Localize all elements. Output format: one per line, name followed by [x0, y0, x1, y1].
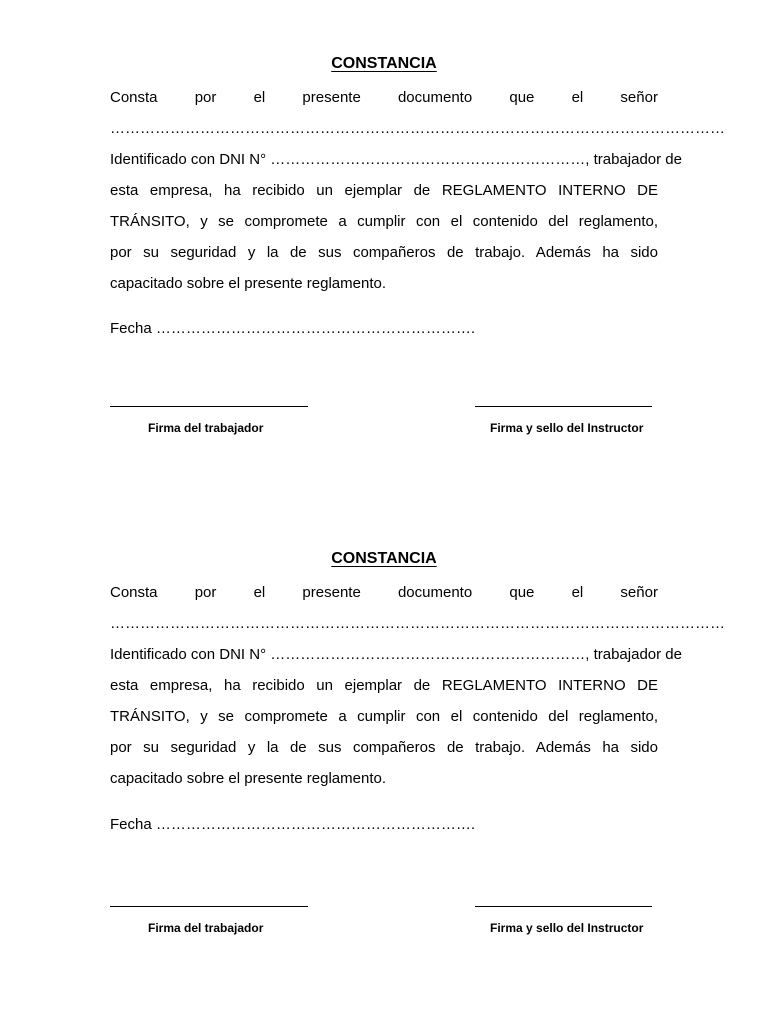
word: señor	[620, 584, 658, 601]
body-line-1	[110, 577, 658, 608]
body-line-1	[110, 82, 658, 113]
name-blank-dots: ……………………………………………………………………………………………………………	[110, 120, 725, 137]
word: señor	[620, 89, 658, 106]
constancia-title: CONSTANCIA	[331, 550, 437, 567]
body-line-7: capacitado sobre el presente reglamento.	[110, 275, 387, 292]
word: presente	[302, 584, 361, 601]
word: el	[571, 584, 584, 601]
word: documento	[397, 584, 473, 601]
constancia-1-fecha	[110, 320, 658, 337]
body-line-7: capacitado sobre el presente reglamento.	[110, 770, 387, 787]
word: por	[194, 584, 217, 601]
body-line-6: por su seguridad y la de sus compañeros de trabajo. Además ha sido	[110, 739, 658, 756]
word: Consta	[110, 89, 158, 106]
body-line-4: esta empresa, ha recibido un ejemplar de REGLAMENTO INTERNO DE	[110, 677, 658, 694]
word: por	[194, 89, 217, 106]
constancia-2	[110, 547, 658, 571]
instructor-signature-line	[475, 905, 652, 907]
word: presente	[302, 89, 361, 106]
fecha-field: Fecha ……………………………………………………….	[110, 816, 476, 833]
instructor-signature-label: Firma y sello del Instructor	[490, 921, 644, 935]
body-line-4: esta empresa, ha recibido un ejemplar de REGLAMENTO INTERNO DE	[110, 182, 658, 199]
constancia-2-fecha	[110, 816, 658, 833]
constancia-2-body	[110, 577, 725, 794]
constancia-1-body	[110, 82, 725, 299]
name-blank-dots: ……………………………………………………………………………………………………………	[110, 615, 725, 632]
word: el	[253, 89, 266, 106]
worker-signature-line	[110, 405, 308, 407]
word: documento	[397, 89, 473, 106]
constancia-1-signatures	[110, 405, 658, 445]
body-line-5: TRÁNSITO, y se compromete a cumplir con el contenido del reglamento,	[110, 213, 658, 230]
body-line-5: TRÁNSITO, y se compromete a cumplir con el contenido del reglamento,	[110, 708, 658, 725]
body-line-3: Identificado con DNI N° ………………………………………………………, trabajador de	[110, 646, 682, 663]
word: que	[509, 89, 535, 106]
body-line-6: por su seguridad y la de sus compañeros de trabajo. Además ha sido	[110, 244, 658, 261]
worker-signature-label: Firma del trabajador	[148, 921, 264, 935]
instructor-signature-label: Firma y sello del Instructor	[490, 421, 644, 435]
instructor-signature-line	[475, 405, 652, 407]
constancia-title: CONSTANCIA	[331, 55, 437, 72]
word: Consta	[110, 584, 158, 601]
body-line-3: Identificado con DNI N° ………………………………………………………, trabajador de	[110, 151, 682, 168]
fecha-field: Fecha ……………………………………………………….	[110, 320, 476, 337]
word: que	[509, 584, 535, 601]
constancia-1	[110, 52, 658, 76]
word: el	[253, 584, 266, 601]
constancia-2-signatures	[110, 905, 658, 945]
worker-signature-label: Firma del trabajador	[148, 421, 264, 435]
worker-signature-line	[110, 905, 308, 907]
word: el	[571, 89, 584, 106]
